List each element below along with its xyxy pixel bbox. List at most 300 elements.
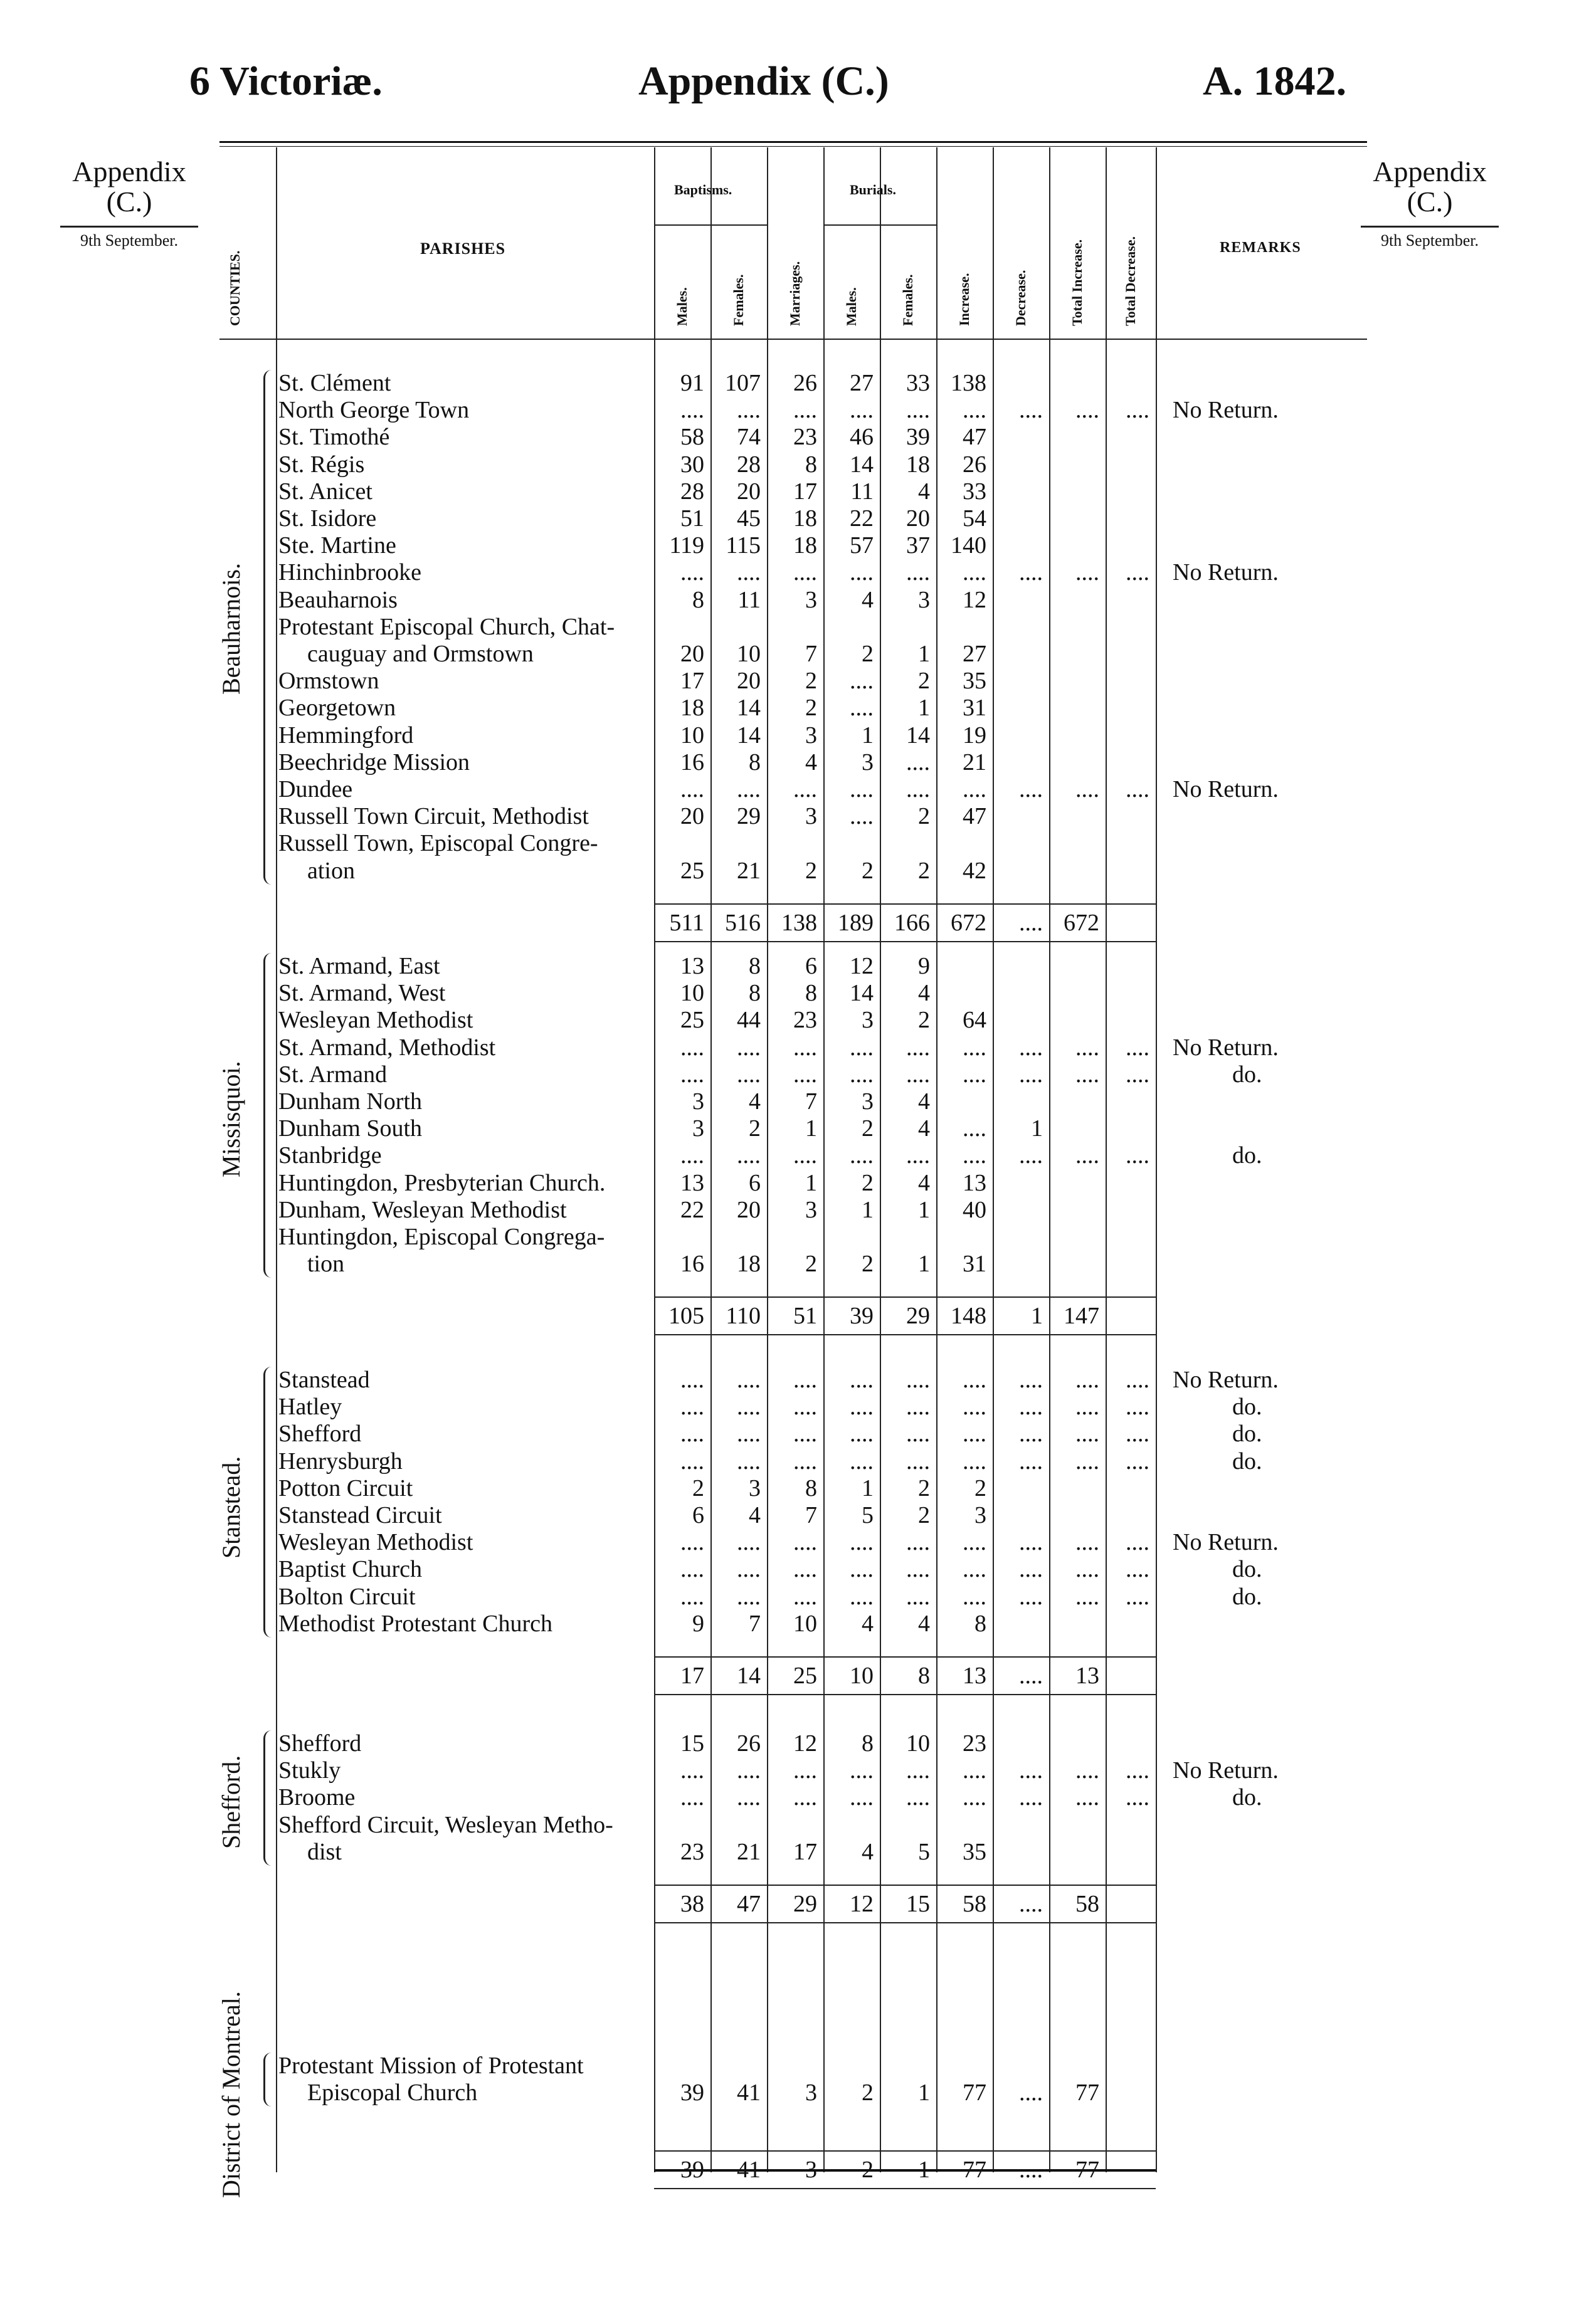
parish-name: St. Isidore (278, 505, 377, 532)
cell-value: .... (906, 1784, 930, 1811)
cell-value: .... (850, 776, 874, 802)
total-value: 58 (963, 1891, 986, 1917)
cell-value: .... (793, 1529, 817, 1556)
cell-value: 17 (680, 668, 704, 695)
cell-value: 47 (963, 803, 986, 830)
table-row (276, 1812, 1154, 1838)
section-rule (654, 1694, 1156, 1695)
header-left: 6 Victoriæ. (189, 58, 383, 104)
brace-line (263, 2053, 272, 2106)
cell-value: 37 (906, 532, 930, 559)
cell-value: .... (737, 397, 761, 424)
total-value: 672 (951, 909, 986, 936)
remark: No Return. (1173, 559, 1279, 586)
cell-value: .... (963, 397, 986, 424)
cell-value: .... (1126, 1757, 1149, 1784)
cell-value: .... (1019, 559, 1043, 586)
cell-value: .... (737, 1448, 761, 1475)
cell-value: 4 (862, 1610, 874, 1637)
parish-name: Russell Town, Episcopal Congre- (278, 830, 598, 857)
total-value: 8 (918, 1663, 930, 1689)
cell-value: 20 (737, 478, 761, 505)
cell-value: .... (850, 559, 874, 586)
total-value: 77 (963, 2157, 986, 2183)
baptisms-rule (654, 224, 767, 226)
cell-value: 27 (850, 370, 874, 396)
cell-value: .... (963, 1529, 986, 1556)
cell-value: 1 (862, 722, 874, 749)
cell-value: 26 (737, 1730, 761, 1757)
total-value: 14 (737, 1663, 761, 1689)
total-value: 189 (838, 909, 874, 936)
parish-name: cauguay and Ormstown (307, 641, 534, 667)
parish-name: Wesleyan Methodist (278, 1007, 473, 1034)
header-bottom-rule (219, 339, 1367, 340)
total-value: 25 (793, 1663, 817, 1689)
cell-value: 4 (918, 1610, 930, 1637)
cell-value: 25 (680, 857, 704, 884)
remark: No Return. (1173, 1529, 1279, 1556)
parish-name: Beauharnois (278, 586, 398, 613)
cell-value: .... (1019, 1583, 1043, 1610)
cell-value: 19 (963, 722, 986, 749)
cell-value: .... (1126, 776, 1149, 802)
parish-name: Protestant Mission of Protestant (278, 2052, 584, 2079)
cell-value: .... (737, 1757, 761, 1784)
cell-value: .... (963, 1115, 986, 1142)
cell-value: .... (1126, 1034, 1149, 1061)
county-label: District of Montreal. (217, 1990, 245, 2198)
cell-value: 21 (737, 857, 761, 884)
cell-value: 14 (737, 722, 761, 749)
cell-value: 1 (918, 2079, 930, 2106)
cell-value: .... (793, 1448, 817, 1475)
cell-value: .... (1126, 1556, 1149, 1583)
margin-right-label: Appendix (C.) (1373, 155, 1487, 218)
cell-value: 5 (918, 1838, 930, 1865)
cell-value: .... (680, 1529, 704, 1556)
table-row (276, 2053, 1154, 2079)
cell-value: 14 (850, 451, 874, 478)
cell-value: .... (680, 1142, 704, 1169)
cell-value: .... (680, 1448, 704, 1475)
cell-value: 10 (906, 1730, 930, 1757)
parish-name: Dunham, Wesleyan Methodist (278, 1196, 567, 1223)
parish-name: Stanstead Circuit (278, 1502, 442, 1528)
cell-value: .... (1019, 1556, 1043, 1583)
total-value: 17 (680, 1663, 704, 1689)
cell-value: .... (963, 776, 986, 802)
section-rule (654, 2188, 1156, 2189)
cell-value: .... (1019, 1529, 1043, 1556)
cell-value: .... (906, 1556, 930, 1583)
cell-value: 33 (963, 478, 986, 505)
cell-value: .... (963, 1448, 986, 1475)
parish-name: Stukly (278, 1757, 341, 1784)
total-value: 29 (793, 1891, 817, 1917)
table-row (276, 830, 1154, 856)
parish-name: Shefford (278, 1730, 362, 1757)
cell-value: 13 (680, 953, 704, 979)
parish-name: Russell Town Circuit, Methodist (278, 803, 589, 830)
cell-value: .... (1075, 559, 1099, 586)
cell-value: .... (906, 749, 930, 776)
cell-value: .... (850, 1583, 874, 1610)
cell-value: 22 (850, 505, 874, 532)
cell-value: 4 (918, 1169, 930, 1196)
cell-value: .... (1126, 1421, 1149, 1448)
cell-value: 35 (963, 668, 986, 695)
cell-value: 8 (974, 1610, 986, 1637)
cell-value: 8 (749, 980, 761, 1007)
cell-value: 1 (918, 1251, 930, 1278)
cell-value: 11 (737, 586, 761, 613)
cell-value: 3 (974, 1502, 986, 1528)
parish-name: Huntingdon, Episcopal Congrega- (278, 1224, 605, 1250)
cell-value: 18 (793, 505, 817, 532)
brace-line (263, 1730, 272, 1866)
remark: do. (1232, 1448, 1262, 1475)
cell-value: 14 (850, 980, 874, 1007)
cell-value: 2 (862, 1169, 874, 1196)
cell-value: 13 (963, 1169, 986, 1196)
total-value: 110 (726, 1303, 761, 1330)
section-rule (654, 1922, 1156, 1923)
cell-value: 6 (692, 1502, 704, 1528)
cell-value: 140 (951, 532, 986, 559)
cell-value: 16 (680, 749, 704, 776)
cell-value: 44 (737, 1007, 761, 1034)
parish-name: Dunham North (278, 1088, 423, 1115)
section-rule (654, 941, 1156, 942)
cell-value: 2 (805, 668, 817, 695)
cell-value: 3 (805, 1196, 817, 1223)
cell-value: .... (680, 1367, 704, 1393)
cell-value: 8 (692, 586, 704, 613)
cell-value: 58 (680, 424, 704, 451)
margin-right (1361, 157, 1499, 250)
cell-value: .... (963, 1061, 986, 1088)
cell-value: .... (850, 1529, 874, 1556)
parish-name: Protestant Episcopal Church, Chat- (278, 613, 615, 640)
cell-value: .... (850, 397, 874, 424)
cell-value: 2 (862, 1115, 874, 1142)
cell-value: 4 (805, 749, 817, 776)
parish-name: St. Timothé (278, 424, 390, 451)
cell-value: 28 (737, 451, 761, 478)
cell-value: .... (850, 1367, 874, 1393)
total-value: .... (1019, 909, 1043, 936)
cell-value: 3 (749, 1475, 761, 1501)
total-value: .... (1019, 1891, 1043, 1917)
cell-value: 31 (963, 695, 986, 722)
parish-name: Broome (278, 1784, 356, 1811)
remark: No Return. (1173, 1757, 1279, 1784)
cell-value: 3 (805, 586, 817, 613)
cell-value: 7 (805, 641, 817, 667)
cell-value: .... (963, 1394, 986, 1421)
cell-value: .... (793, 776, 817, 802)
cell-value: .... (793, 1142, 817, 1169)
cell-value: .... (963, 1142, 986, 1169)
parish-name: St. Clément (278, 370, 391, 396)
total-value: 29 (906, 1303, 930, 1330)
cell-value: .... (737, 1784, 761, 1811)
cell-value: .... (1019, 1784, 1043, 1811)
cell-value: .... (680, 776, 704, 802)
cell-value: .... (1019, 1421, 1043, 1448)
margin-left-date: 9th September. (60, 226, 198, 250)
cell-value: .... (906, 1583, 930, 1610)
total-value: 166 (894, 909, 930, 936)
cell-value: 18 (906, 451, 930, 478)
burial-females-header: Females. (900, 274, 916, 326)
cell-value: 5 (862, 1502, 874, 1528)
cell-value: .... (850, 1061, 874, 1088)
cell-value: 23 (680, 1838, 704, 1865)
total-value: 672 (1064, 909, 1099, 936)
cell-value: 7 (749, 1610, 761, 1637)
cell-value: 6 (749, 1169, 761, 1196)
cell-value: 30 (680, 451, 704, 478)
cell-value: 1 (862, 1196, 874, 1223)
cell-value: .... (1075, 1784, 1099, 1811)
remarks-header: REMARKS (1220, 239, 1301, 256)
top-rule (219, 141, 1367, 143)
cell-value: .... (850, 1142, 874, 1169)
cell-value: 4 (918, 1115, 930, 1142)
cell-value: .... (850, 695, 874, 722)
cell-value: 39 (680, 2079, 704, 2106)
remark: do. (1232, 1142, 1262, 1169)
counties-header: COUNTIES. (227, 250, 243, 326)
cell-value: .... (1126, 1394, 1149, 1421)
cell-value: .... (906, 1394, 930, 1421)
cell-value: 16 (680, 1251, 704, 1278)
cell-value: .... (1126, 559, 1149, 586)
cell-value: 11 (850, 478, 874, 505)
cell-value: .... (1019, 1061, 1043, 1088)
parish-name: Methodist Protestant Church (278, 1610, 552, 1637)
parish-name: St. Anicet (278, 478, 372, 505)
total-value: 38 (680, 1891, 704, 1917)
cell-value: 28 (680, 478, 704, 505)
cell-value: .... (1075, 397, 1099, 424)
marriages-header: Marriages. (787, 261, 803, 326)
cell-value: 31 (963, 1251, 986, 1278)
cell-value: 8 (805, 451, 817, 478)
cell-value: .... (850, 1448, 874, 1475)
cell-value: 3 (805, 2079, 817, 2106)
cell-value: .... (793, 1784, 817, 1811)
cell-value: 1 (862, 1475, 874, 1501)
cell-value: 12 (963, 586, 986, 613)
cell-value: 3 (918, 586, 930, 613)
cell-value: 2 (805, 857, 817, 884)
females-header: Females. (731, 274, 746, 326)
cell-value: .... (1126, 1529, 1149, 1556)
cell-value: .... (1019, 776, 1043, 802)
cell-value: 138 (951, 370, 986, 396)
cell-value: 51 (680, 505, 704, 532)
cell-value: .... (1126, 1448, 1149, 1475)
cell-value: 42 (963, 857, 986, 884)
cell-value: 20 (906, 505, 930, 532)
brace-line (263, 953, 272, 1278)
cell-value: 14 (737, 695, 761, 722)
cell-value: 7 (805, 1502, 817, 1528)
cell-value: .... (906, 1529, 930, 1556)
cell-value: 20 (737, 1196, 761, 1223)
cell-value: 29 (737, 803, 761, 830)
cell-value: .... (906, 1142, 930, 1169)
cell-value: 26 (963, 451, 986, 478)
cell-value: .... (1075, 1034, 1099, 1061)
parish-name: Ormstown (278, 668, 379, 695)
total-value: 51 (793, 1303, 817, 1330)
cell-value: .... (1075, 1583, 1099, 1610)
cell-value: 15 (680, 1730, 704, 1757)
cell-value: .... (963, 1421, 986, 1448)
parish-name: Wesleyan Methodist (278, 1529, 473, 1556)
cell-value: .... (1126, 1583, 1149, 1610)
cell-value: .... (1019, 1757, 1043, 1784)
section-rule (654, 1334, 1156, 1335)
cell-value: 4 (918, 1088, 930, 1115)
parish-name: St. Régis (278, 451, 365, 478)
cell-value: .... (793, 397, 817, 424)
cell-value: 2 (862, 1251, 874, 1278)
cell-value: .... (850, 1556, 874, 1583)
parish-name: St. Armand, West (278, 980, 446, 1007)
remark: No Return. (1173, 397, 1279, 424)
cell-value: .... (963, 1784, 986, 1811)
total-value: 1 (918, 2157, 930, 2183)
cell-value: .... (850, 668, 874, 695)
baptisms-caption: Baptisms. (674, 182, 732, 197)
col-rule (1156, 147, 1157, 2172)
total-value: 516 (725, 909, 761, 936)
cell-value: .... (906, 1034, 930, 1061)
cell-value: .... (850, 1394, 874, 1421)
cell-value: 47 (963, 424, 986, 451)
cell-value: 10 (737, 641, 761, 667)
cell-value: 2 (692, 1475, 704, 1501)
total-rule (654, 1296, 1156, 1298)
cell-value: .... (1019, 1394, 1043, 1421)
total-value: 148 (951, 1303, 986, 1330)
parish-name: Potton Circuit (278, 1475, 413, 1501)
cell-value: 20 (737, 668, 761, 695)
cell-value: 2 (974, 1475, 986, 1501)
cell-value: .... (906, 1421, 930, 1448)
cell-value: 20 (680, 641, 704, 667)
cell-value: .... (1075, 1394, 1099, 1421)
cell-value: 3 (805, 803, 817, 830)
cell-value: .... (1019, 2079, 1043, 2106)
total-value: 2 (862, 2157, 874, 2183)
cell-value: 17 (793, 1838, 817, 1865)
cell-value: 3 (862, 1088, 874, 1115)
cell-value: 2 (805, 695, 817, 722)
cell-value: .... (906, 397, 930, 424)
cell-value: .... (793, 1394, 817, 1421)
bottom-rule (654, 2169, 1156, 2172)
cell-value: 1 (918, 641, 930, 667)
cell-value: .... (906, 1757, 930, 1784)
county-label: Beauharnois. (217, 563, 245, 695)
parish-name: St. Armand (278, 1061, 388, 1088)
cell-value: 4 (918, 478, 930, 505)
table-row (276, 1224, 1154, 1250)
remark: do. (1232, 1394, 1262, 1421)
cell-value: .... (1126, 1367, 1149, 1393)
cell-value: .... (680, 1583, 704, 1610)
cell-value: 8 (805, 980, 817, 1007)
remark: No Return. (1173, 1034, 1279, 1061)
cell-value: 119 (669, 532, 704, 559)
cell-value: .... (963, 1367, 986, 1393)
cell-value: 20 (680, 803, 704, 830)
cell-value: .... (793, 1367, 817, 1393)
cell-value: 22 (680, 1196, 704, 1223)
cell-value: 8 (805, 1475, 817, 1501)
total-value: 1 (1031, 1303, 1043, 1330)
cell-value: 9 (918, 953, 930, 979)
decrease-header: Decrease. (1013, 270, 1028, 326)
parish-name: North George Town (278, 397, 470, 424)
cell-value: 2 (862, 641, 874, 667)
cell-value: .... (850, 1034, 874, 1061)
cell-value: .... (737, 1394, 761, 1421)
cell-value: 4 (862, 1838, 874, 1865)
cell-value: 2 (805, 1251, 817, 1278)
cell-value: .... (737, 1583, 761, 1610)
cell-value: .... (680, 1784, 704, 1811)
cell-value: 3 (862, 1007, 874, 1034)
cell-value: .... (1019, 1034, 1043, 1061)
brace-line (263, 370, 272, 885)
cell-value: 3 (805, 722, 817, 749)
total-value: 15 (906, 1891, 930, 1917)
cell-value: 54 (963, 505, 986, 532)
cell-value: .... (906, 1061, 930, 1088)
cell-value: .... (737, 1034, 761, 1061)
cell-value: 35 (963, 1838, 986, 1865)
cell-value: .... (963, 559, 986, 586)
cell-value: 1 (805, 1115, 817, 1142)
cell-value: 4 (918, 980, 930, 1007)
total-value: 12 (850, 1891, 874, 1917)
total-value: 39 (680, 2157, 704, 2183)
total-value: 47 (737, 1891, 761, 1917)
remark: do. (1232, 1556, 1262, 1583)
cell-value: 4 (862, 586, 874, 613)
cell-value: 14 (906, 722, 930, 749)
cell-value: .... (793, 1421, 817, 1448)
margin-right-date: 9th September. (1361, 226, 1499, 250)
cell-value: .... (1019, 1448, 1043, 1475)
cell-value: 10 (680, 980, 704, 1007)
burials-caption: Burials. (850, 182, 896, 197)
parish-name: Ste. Martine (278, 532, 396, 559)
cell-value: 8 (862, 1730, 874, 1757)
remark: do. (1232, 1061, 1262, 1088)
cell-value: 26 (793, 370, 817, 396)
total-decrease-header: Total Decrease. (1122, 236, 1138, 326)
cell-value: 91 (680, 370, 704, 396)
cell-value: .... (1019, 397, 1043, 424)
